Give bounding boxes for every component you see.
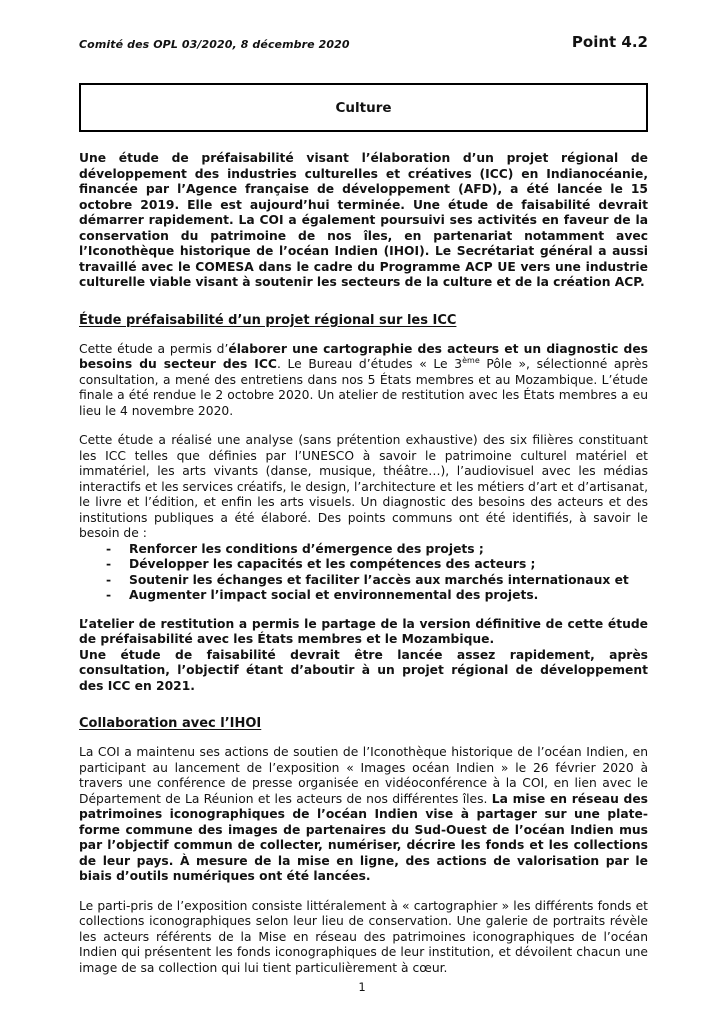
bullet-text: Augmenter l’impact social et environnemental des projets.	[129, 588, 539, 602]
bullet-dash: -	[106, 557, 112, 571]
bullet-item	[79, 588, 648, 604]
text-run: La COI a maintenu ses actions de soutien de l’Iconothèque historique de l’océan Indien, en participant au lancement de l’exposition « Images océan Indien » le 26 février 2020 à travers une conférence de presse organisée en vidéoconférence à la COI, en lien avec le Département de La Réunion et les acteurs de nos différentes îles.	[79, 745, 648, 806]
committee-reference: Comité des OPL 03/2020, 8 décembre 2020	[79, 38, 350, 51]
paragraph-exposition: Le parti-pris de l’exposition consiste littéralement à « cartographier » les différents fonds et collections iconographiques selon leur lieu de conservation. Une galerie de portraits révèle les acteurs référents de la Mise en réseau des patrimoines iconographiques de l’océan Indien qui présentent les fonds iconographiques de leur institution, et dévoilent chacun une image de sa collection qui lui tient particulièrement à cœur.	[79, 898, 648, 975]
paragraph-icc-analysis: Cette étude a réalisé une analyse (sans prétention exhaustive) des six filières constituant les ICC telles que définies par l’UNESCO à savoir le patrimoine culturel matériel et immatériel, les arts vivants (danse, musique, théâtre…), l’audiovisuel avec les médias interactifs et les services créatifs, le design, l’architecture et les métiers d’art et d’artisanat, le livre et l’édition, et enfin les arts visuels. Un diagnostic des besoins des acteurs et des institutions publiques a été élaboré. Des points communs ont été identifiés, à savoir le besoin de :	[79, 433, 648, 540]
bullet-text: Renforcer les conditions d’émergence des projets ;	[129, 541, 484, 556]
bullet-dash: -	[106, 541, 112, 556]
bullet-dash: -	[106, 572, 112, 587]
page-number: 1	[358, 980, 366, 994]
text-run: Pôle », sélectionné après consultation, a mené des entretiens dans nos 5 États membres et au Mozambique. L’étude finale a été rendue le 2 octobre 2020. Un atelier de restitution avec les États membres a eu lieu le 4 novembre 2020.	[79, 357, 649, 418]
text-run: Cette étude a permis d’	[79, 341, 229, 356]
summary-paragraph: Une étude de préfaisabilité visant l’élaboration d’un projet régional de développement des industries culturelles et créatives (ICC) en Indianocéanie, financée par l’Agence française de développement (AFD), a été lancée le 15 octobre 2019. Elle est aujourd’hui terminée. Une étude de faisabilité devrait démarrer rapidement. La COI a également poursuivi ses activités en faveur de la conservation du patrimoine de nos îles, en partenariat notamment avec l’Iconothèque historique de l’océan Indien (IHOI). Le Secrétariat général a aussi travaillé avec le COMESA dans le cadre du Programme ACP UE vers une industrie culturelle viable visant à soutenir les secteurs de la culture et de la création ACP.	[79, 151, 648, 289]
text-line: Une étude de faisabilité devrait être lancée assez rapidement, après consultation, l’objectif étant d’aboutir à un projet régional de développement des ICC en 2021.	[79, 647, 648, 693]
title-box	[79, 83, 648, 132]
document-content	[79, 0, 648, 976]
text-run-bold: élaborer une cartographie des acteurs et un diagnostic des besoins du secteur des ICC	[79, 341, 648, 371]
bullet-item	[79, 542, 648, 558]
paragraph-ihoi-support	[79, 745, 648, 885]
bullet-text: Développer les capacités et les compétences des acteurs ;	[129, 557, 536, 571]
text-run: . Le Bureau d’études « Le 3	[276, 357, 463, 371]
bullet-text: Soutenir les échanges et faciliter l’accès aux marchés internationaux et	[129, 572, 629, 587]
bullet-dash: -	[106, 588, 112, 602]
text-run-bold: La mise en réseau des patrimoines iconographiques de l’océan Indien vise à partager sur une plate-forme commune des images de partenaires du Sud-Ouest de l’océan Indien mus par l’objectif commun de collecter, numériser, décrire les fonds et les collections de leur pays. À mesure de la mise en ligne, des actions de valorisation par le biais d’outils numériques ont été lancées.	[79, 791, 648, 883]
bullet-item	[79, 557, 648, 573]
section-heading-ihoi: Collaboration avec l’IHOI	[79, 716, 262, 731]
section-heading-icc-study: Étude préfaisabilité d’un projet régional sur les ICC	[79, 312, 457, 328]
document-title: Culture	[335, 99, 392, 116]
document-header	[79, 0, 648, 51]
paragraph-restitution	[79, 617, 648, 695]
agenda-point-label: Point 4.2	[571, 33, 648, 51]
paragraph-icc-mapping	[79, 342, 648, 420]
ordinal-superscript: ème	[462, 355, 480, 365]
bullet-item	[79, 573, 648, 589]
text-line: L’atelier de restitution a permis le partage de la version définitive de cette étude de préfaisabilité avec les États membres et le Mozambique.	[79, 616, 648, 646]
needs-bullet-list	[79, 542, 648, 604]
